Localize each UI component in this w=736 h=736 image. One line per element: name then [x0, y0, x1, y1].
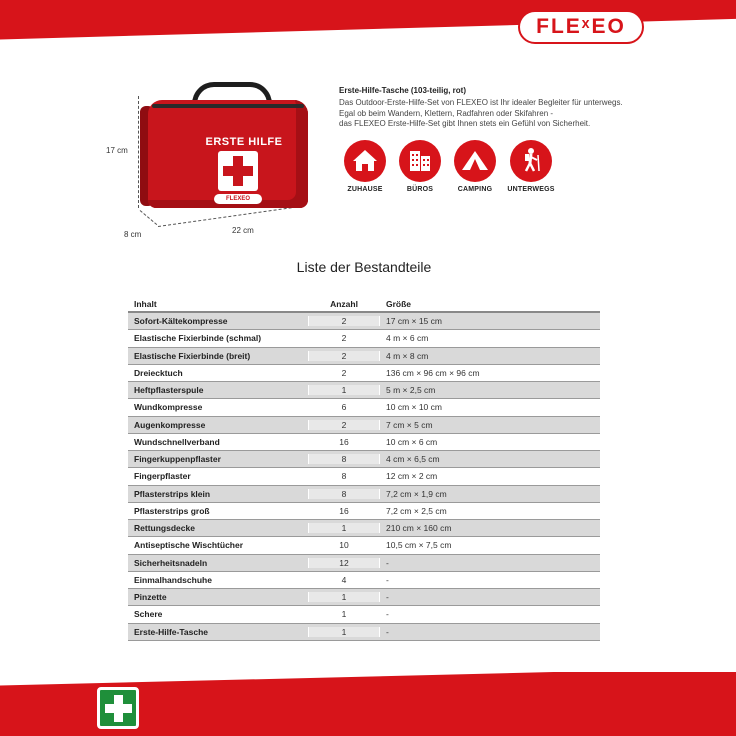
cell-qty: 1 — [308, 627, 380, 637]
cell-size: 17 cm × 15 cm — [386, 316, 442, 327]
usage-item-home — [337, 140, 393, 193]
cell-name: Fingerkuppenpflaster — [134, 454, 221, 465]
cell-name: Pflasterstrips groß — [134, 505, 210, 516]
table-body — [128, 313, 600, 641]
table-title: Liste der Bestandteile — [296, 259, 432, 275]
cell-name: Einmalhandschuhe — [134, 574, 212, 585]
cell-qty: 1 — [308, 385, 380, 395]
cell-qty: 2 — [308, 316, 380, 326]
table-row — [128, 313, 600, 330]
cell-name: Sicherheitsnadeln — [134, 557, 208, 568]
table-row — [128, 537, 600, 554]
cell-qty: 2 — [308, 333, 380, 343]
cell-size: - — [386, 592, 389, 603]
house-icon — [344, 140, 386, 182]
table-row — [128, 520, 600, 537]
cell-qty: 12 — [308, 558, 380, 568]
cell-name: Antiseptische Wischtücher — [134, 540, 244, 551]
cell-size: 210 cm × 160 cm — [386, 523, 452, 534]
cell-name: Elastische Fixierbinde (breit) — [134, 350, 251, 361]
table-row — [128, 434, 600, 451]
table-row — [128, 486, 600, 503]
first-aid-cross-horizontal — [105, 704, 132, 713]
cell-size: 10 cm × 10 cm — [386, 402, 442, 413]
cell-size: 7,2 cm × 1,9 cm — [386, 488, 447, 499]
bag-brand-badge: FLEXEO — [214, 194, 262, 204]
cell-size: - — [386, 626, 389, 637]
cell-qty: 1 — [308, 592, 380, 602]
cell-name: Pflasterstrips klein — [134, 488, 211, 499]
table-row — [128, 382, 600, 399]
hiker-icon — [510, 140, 552, 182]
column-header-size: Größe — [386, 298, 412, 309]
table-row — [128, 589, 600, 606]
table-row — [128, 399, 600, 416]
cell-size: 4 m × 6 cm — [386, 333, 429, 344]
usage-label: UNTERWEGS — [507, 186, 555, 193]
cell-name: Dreiecktuch — [134, 367, 183, 378]
usage-label: BÜROS — [406, 186, 434, 193]
cell-size: 136 cm × 96 cm × 96 cm — [386, 367, 480, 378]
cell-name: Pinzette — [134, 592, 167, 603]
tent-icon — [454, 140, 496, 182]
depth-label: 8 cm — [124, 230, 142, 239]
cell-size: 7,2 cm × 2,5 cm — [386, 505, 447, 516]
table-row — [128, 624, 600, 641]
cell-qty: 10 — [308, 540, 380, 550]
table-row — [128, 348, 600, 365]
cell-qty: 2 — [308, 368, 380, 378]
cell-name: Augenkompresse — [134, 419, 206, 430]
cell-size: - — [386, 574, 389, 585]
cell-qty: 8 — [308, 489, 380, 499]
cell-size: 4 cm × 6,5 cm — [386, 454, 440, 465]
first-aid-cross-icon — [97, 687, 139, 729]
cell-size: 10 cm × 6 cm — [386, 436, 438, 447]
column-header-qty: Anzahl — [330, 298, 358, 309]
table-row — [128, 503, 600, 520]
cell-qty: 8 — [308, 454, 380, 464]
width-label: 22 cm — [232, 226, 254, 235]
depth-dimension-line — [140, 210, 157, 225]
height-label: 17 cm — [106, 146, 128, 155]
cell-qty: 2 — [308, 351, 380, 361]
cell-name: Elastische Fixierbinde (schmal) — [134, 333, 262, 344]
cell-name: Wundkompresse — [134, 402, 203, 413]
cell-qty: 6 — [308, 402, 380, 412]
cell-qty: 2 — [308, 420, 380, 430]
product-description — [339, 86, 669, 130]
cell-qty: 4 — [308, 575, 380, 585]
cell-qty: 8 — [308, 471, 380, 481]
table-row — [128, 606, 600, 623]
cell-qty: 16 — [308, 506, 380, 516]
usage-label: ZUHAUSE — [347, 186, 383, 193]
cell-name: Fingerpflaster — [134, 471, 191, 482]
components-table — [128, 296, 600, 641]
cell-size: 10,5 cm × 7,5 cm — [386, 540, 452, 551]
cell-name: Schere — [134, 609, 163, 620]
table-row — [128, 468, 600, 485]
table-row — [128, 451, 600, 468]
cell-size: 4 m × 8 cm — [386, 350, 429, 361]
table-row — [128, 555, 600, 572]
usage-icons — [339, 140, 569, 200]
description-line: Egal ob beim Wandern, Klettern, Radfahren oder Skifahren - — [339, 108, 554, 118]
table-row — [128, 417, 600, 434]
cell-size: 5 m × 2,5 cm — [386, 385, 436, 396]
usage-item-outdoor — [503, 140, 559, 193]
cell-name: Sofort-Kältekompresse — [134, 316, 228, 327]
table-row — [128, 330, 600, 347]
description-title: Erste-Hilfe-Tasche (103-teilig, rot) — [339, 86, 466, 95]
description-line: Das Outdoor-Erste-Hilfe-Set von FLEXEO ist Ihr idealer Begleiter für unterwegs. — [339, 98, 623, 107]
cell-name: Erste-Hilfe-Tasche — [134, 626, 209, 637]
cell-size: - — [386, 609, 389, 620]
table-header — [128, 296, 600, 313]
cell-size: - — [386, 557, 389, 568]
usage-item-camping — [447, 140, 503, 193]
product-image — [100, 78, 330, 248]
cell-name: Rettungsdecke — [134, 523, 195, 534]
usage-item-office — [392, 140, 448, 193]
cell-name: Wundschnellverband — [134, 436, 220, 447]
cell-name: Heftpflasterspule — [134, 385, 204, 396]
cell-size: 12 cm × 2 cm — [386, 471, 438, 482]
table-row — [128, 572, 600, 589]
cell-qty: 1 — [308, 609, 380, 619]
description-line: das FLEXEO Erste-Hilfe-Set gibt Ihnen stets ein Gefühl von Sicherheit. — [339, 119, 591, 128]
cell-size: 7 cm × 5 cm — [386, 419, 433, 430]
cell-qty: 1 — [308, 523, 380, 533]
height-dimension-line — [138, 96, 139, 208]
column-header-name: Inhalt — [134, 298, 157, 309]
table-row — [128, 365, 600, 382]
width-dimension-line — [158, 207, 297, 227]
bag-label: ERSTE HILFE — [205, 136, 283, 148]
cell-qty: 16 — [308, 437, 380, 447]
bag-zipper — [152, 104, 304, 108]
brand-logo: FLEˣEO — [518, 10, 644, 44]
bag-cross-icon-bar — [223, 166, 253, 176]
office-building-icon — [399, 140, 441, 182]
usage-label: CAMPING — [457, 186, 493, 193]
